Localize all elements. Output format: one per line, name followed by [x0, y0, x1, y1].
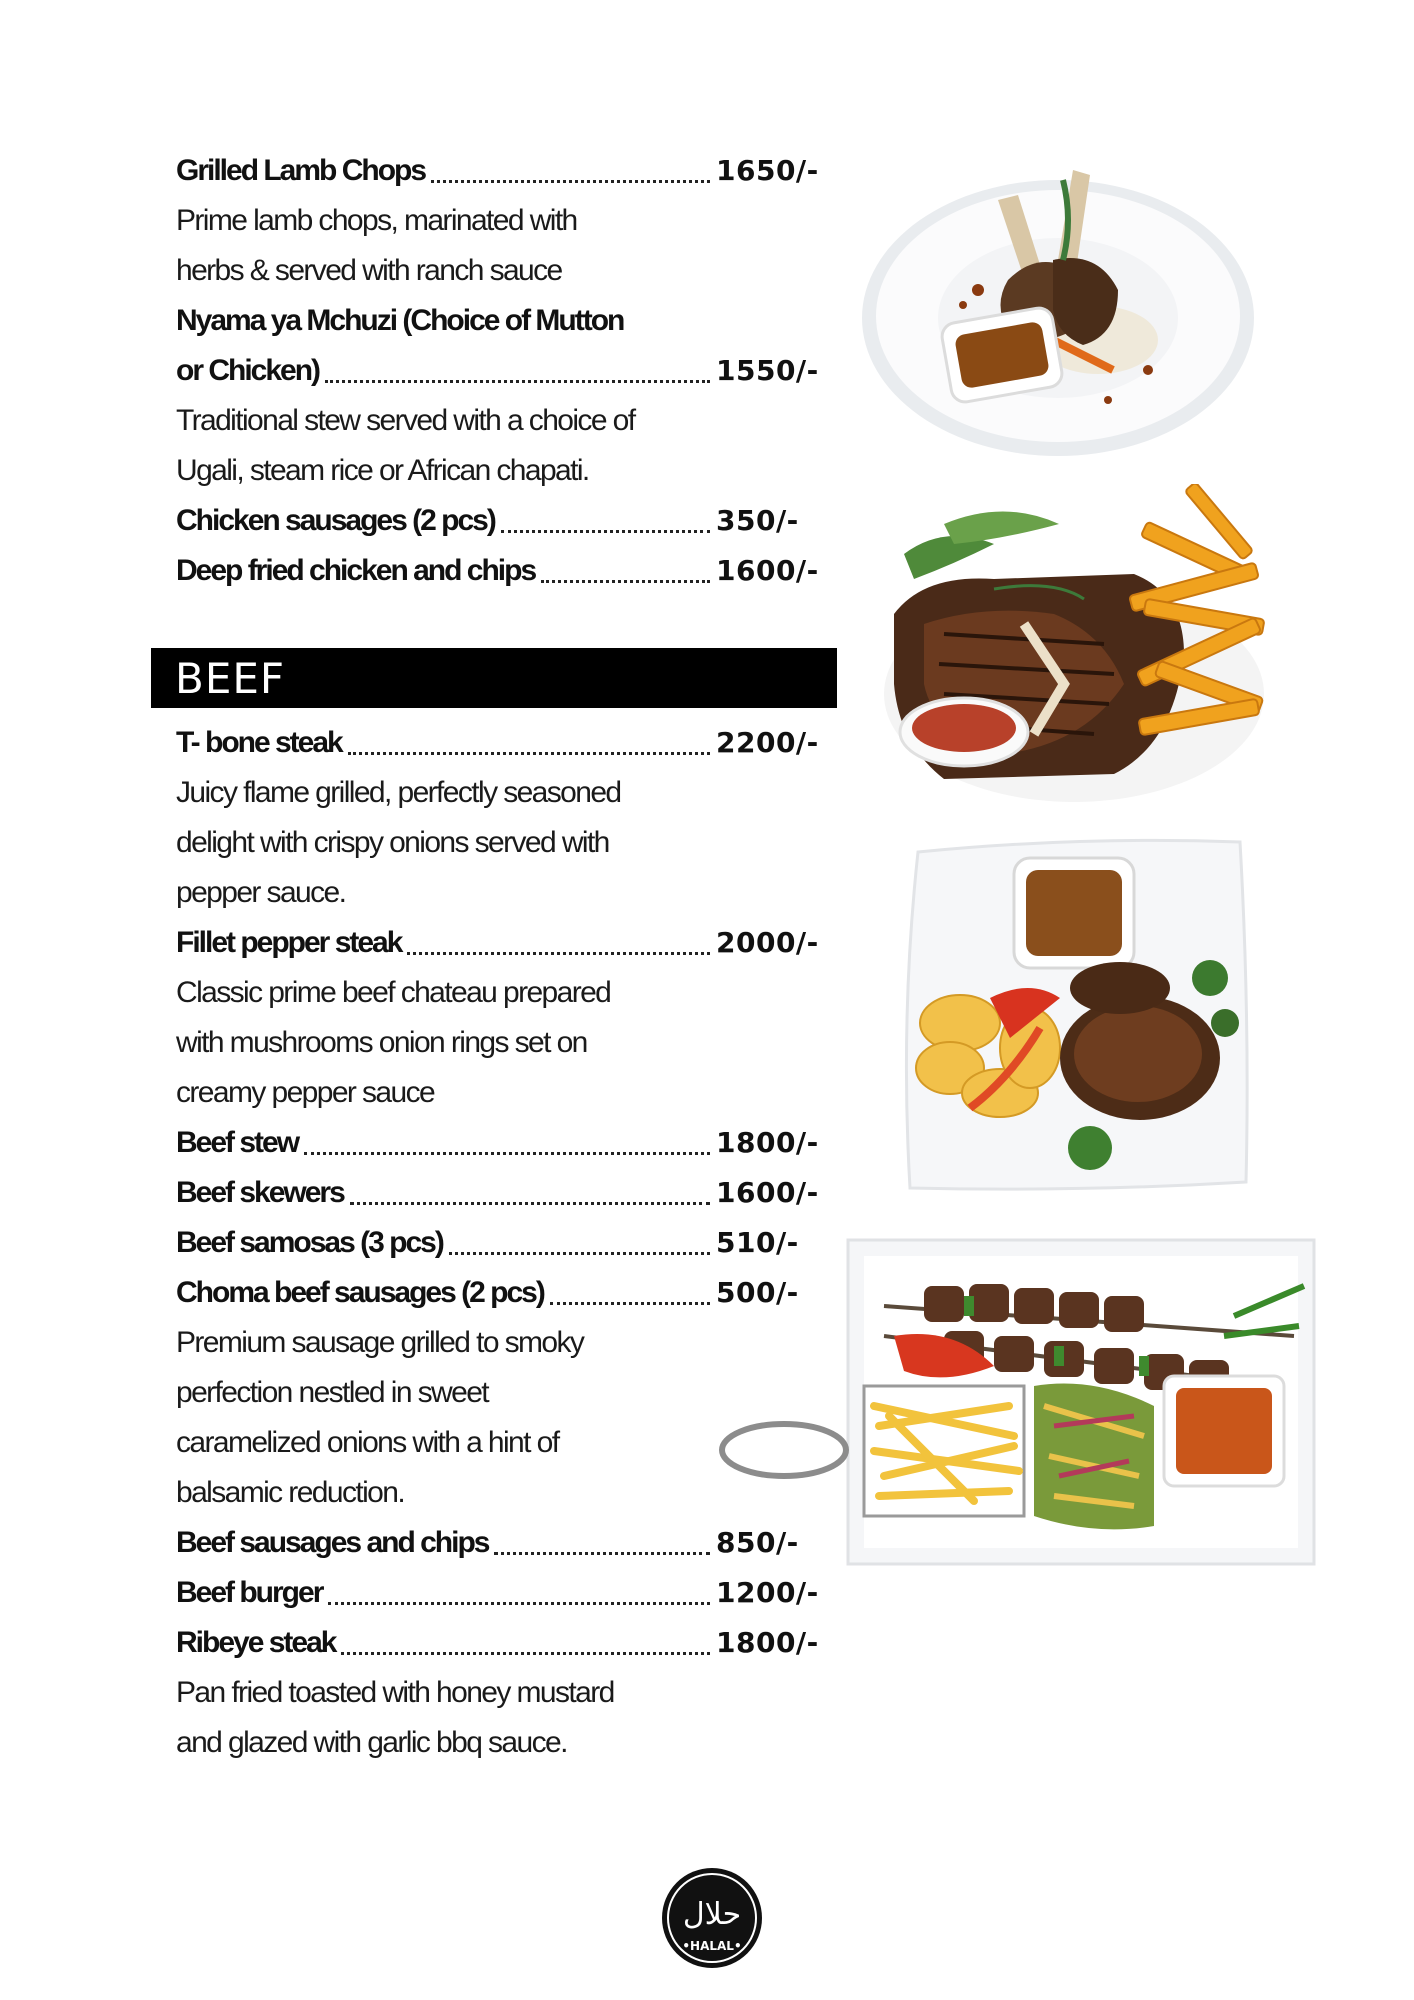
item-price: 2000/-: [716, 926, 819, 959]
item-name: or Chicken): [176, 354, 320, 387]
beef-skewers-photo: [714, 1236, 1318, 1572]
item-price: 1800/-: [716, 1626, 819, 1659]
item-name: T- bone steak: [176, 726, 342, 759]
item-name: Deep fried chicken and chips: [176, 554, 536, 587]
dot-leader: [449, 1249, 710, 1255]
item-name: Choma beef sausages (2 pcs): [176, 1276, 544, 1309]
dot-leader: [407, 949, 710, 955]
item-price: 1650/-: [716, 154, 819, 187]
item-description: perfection nestled in sweet: [176, 1376, 489, 1409]
menu-item-row: [176, 346, 836, 396]
halal-label: •HALAL•: [682, 1939, 742, 1953]
section-header-beef: [151, 648, 837, 708]
item-name: Fillet pepper steak: [176, 926, 402, 959]
item-price: 2200/-: [716, 726, 819, 759]
item-description: and glazed with garlic bbq sauce.: [176, 1726, 567, 1759]
item-description: creamy pepper sauce: [176, 1076, 435, 1109]
item-name: Grilled Lamb Chops: [176, 154, 426, 187]
item-description: caramelized onions with a hint of: [176, 1426, 559, 1459]
dot-leader: [341, 1649, 710, 1655]
menu-item-row: [176, 918, 836, 968]
menu-item-row: [176, 546, 836, 596]
item-price: 1200/-: [716, 1576, 819, 1609]
menu-item-row: [176, 1168, 836, 1218]
menu-item-row: [176, 496, 836, 546]
item-description: Ugali, steam rice or African chapati.: [176, 454, 589, 487]
item-name: Beef skewers: [176, 1176, 344, 1209]
dot-leader: [431, 177, 710, 183]
item-price: 850/-: [716, 1526, 799, 1559]
fillet-steak-photo: [890, 828, 1262, 1200]
item-price: 1550/-: [716, 354, 819, 387]
menu-item-row: [176, 1568, 836, 1618]
item-description: herbs & served with ranch sauce: [176, 254, 562, 287]
item-description: Premium sausage grilled to smoky: [176, 1326, 584, 1359]
dot-leader: [501, 527, 710, 533]
dot-leader: [348, 749, 710, 755]
item-description: Prime lamb chops, marinated with: [176, 204, 577, 237]
lamb-chops-photo: [858, 140, 1264, 470]
item-description: Classic prime beef chateau prepared: [176, 976, 611, 1009]
menu-item-row: [176, 1618, 836, 1668]
item-price: 500/-: [716, 1276, 799, 1309]
item-price: 350/-: [716, 504, 799, 537]
item-description: Pan fried toasted with honey mustard: [176, 1676, 614, 1709]
dot-leader: [541, 577, 710, 583]
dot-leader: [328, 1599, 710, 1605]
item-name: Beef samosas (3 pcs): [176, 1226, 443, 1259]
item-description: with mushrooms onion rings set on: [176, 1026, 587, 1059]
item-name: Ribeye steak: [176, 1626, 336, 1659]
item-name: Nyama ya Mchuzi (Choice of Mutton: [176, 304, 624, 337]
section-title: BEEF: [175, 654, 286, 703]
menu-column: [176, 146, 836, 596]
item-description: delight with crispy onions served with: [176, 826, 609, 859]
item-name: Beef burger: [176, 1576, 323, 1609]
item-name: Beef sausages and chips: [176, 1526, 489, 1559]
item-price: 1600/-: [716, 1176, 819, 1209]
item-price: 1800/-: [716, 1126, 819, 1159]
item-name: Chicken sausages (2 pcs): [176, 504, 495, 537]
menu-item-row: [176, 718, 836, 768]
item-price: 510/-: [716, 1226, 799, 1259]
item-description: Juicy flame grilled, perfectly seasoned: [176, 776, 621, 809]
item-price: 1600/-: [716, 554, 819, 587]
halal-badge-icon: [660, 1866, 764, 1970]
menu-item-row: [176, 1118, 836, 1168]
dot-leader: [550, 1299, 710, 1305]
dot-leader: [304, 1149, 710, 1155]
item-description: pepper sauce.: [176, 876, 346, 909]
menu-item-row: [176, 146, 836, 196]
item-description: Traditional stew served with a choice of: [176, 404, 635, 437]
dot-leader: [494, 1549, 710, 1555]
halal-arabic: حلال: [682, 1897, 742, 1932]
tbone-steak-photo: [884, 484, 1276, 808]
dot-leader: [350, 1199, 710, 1205]
item-name: Beef stew: [176, 1126, 299, 1159]
item-description: balsamic reduction.: [176, 1476, 405, 1509]
dot-leader: [325, 377, 710, 383]
